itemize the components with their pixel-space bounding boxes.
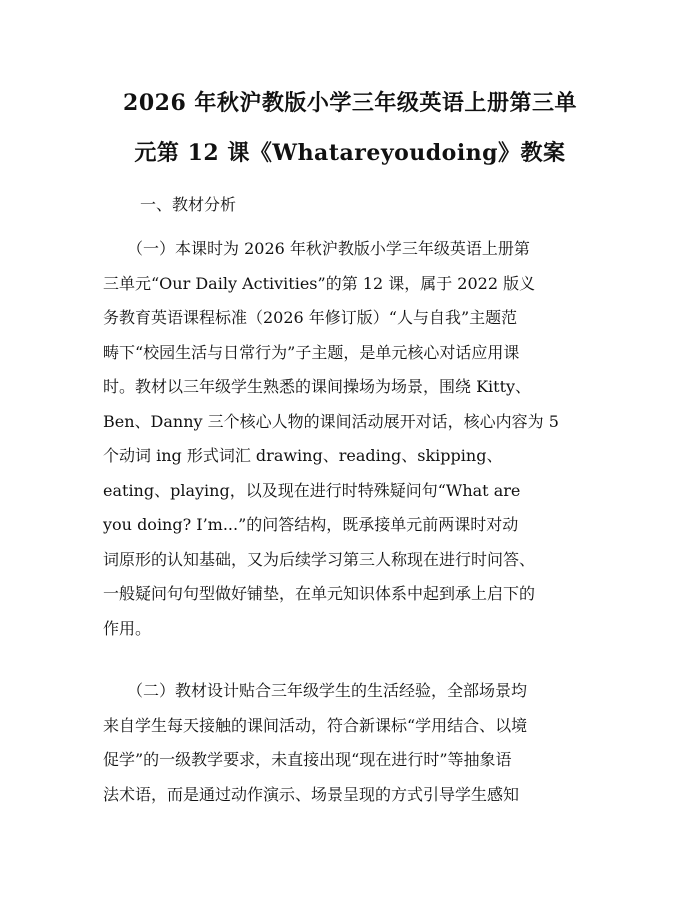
paragraph-line: 词原形的认知基础，又为后续学习第三人称现在进行时问答、 bbox=[103, 549, 536, 569]
paragraph-line: 时。教材以三年级学生熟悉的课间操场为场景，围绕 Kitty、 bbox=[103, 377, 532, 396]
paragraph-line: 法术语，而是通过动作演示、场景呈现的方式引导学生感知 bbox=[103, 784, 520, 804]
paragraph-line: （一）本课时为 2026 年秋沪教版小学三年级英语上册第 bbox=[103, 239, 530, 258]
section-heading: 一、教材分析 bbox=[140, 195, 237, 214]
paragraph-line: 畴下“校园生活与日常行为”子主题，是单元核心对话应用课 bbox=[103, 342, 520, 362]
paragraph-line: 个动词 ing 形式词汇 drawing、reading、skipping、 bbox=[103, 446, 503, 465]
paragraph-line: 作用。 bbox=[103, 618, 152, 638]
paragraph-line: you doing? I’m...”的问答结构，既承接单元前两课时对动 bbox=[103, 515, 519, 534]
paragraph-line: eating、playing，以及现在进行时特殊疑问句“What are bbox=[103, 480, 521, 500]
paragraph-line: 促学”的一级教学要求，未直接出现“现在进行时”等抽象语 bbox=[103, 750, 512, 769]
paragraph-line: 一般疑问句句型做好铺垫，在单元知识体系中起到承上启下的 bbox=[103, 584, 536, 603]
paragraph-line: 务教育英语课程标准（2026 年修订版）“人与自我”主题范 bbox=[103, 308, 518, 327]
document-title-line-2: 元第 12 课《Whatareyoudoing》教案 bbox=[134, 140, 566, 166]
paragraph-2 bbox=[103, 674, 603, 812]
paragraph-line: 三单元“Our Daily Activities”的第 12 课，属于 2022 版义 bbox=[103, 273, 536, 293]
document-title-line-1: 2026 年秋沪教版小学三年级英语上册第三单 bbox=[123, 90, 577, 116]
paragraph-line: （二）教材设计贴合三年级学生的生活经验，全部场景均 bbox=[103, 681, 528, 700]
paragraph-1 bbox=[103, 232, 603, 646]
paragraph-line: 来自学生每天接触的课间活动，符合新课标“学用结合、以境 bbox=[103, 715, 528, 735]
paragraph-line: Ben、Danny 三个核心人物的课间活动展开对话，核心内容为 5 bbox=[103, 411, 559, 431]
